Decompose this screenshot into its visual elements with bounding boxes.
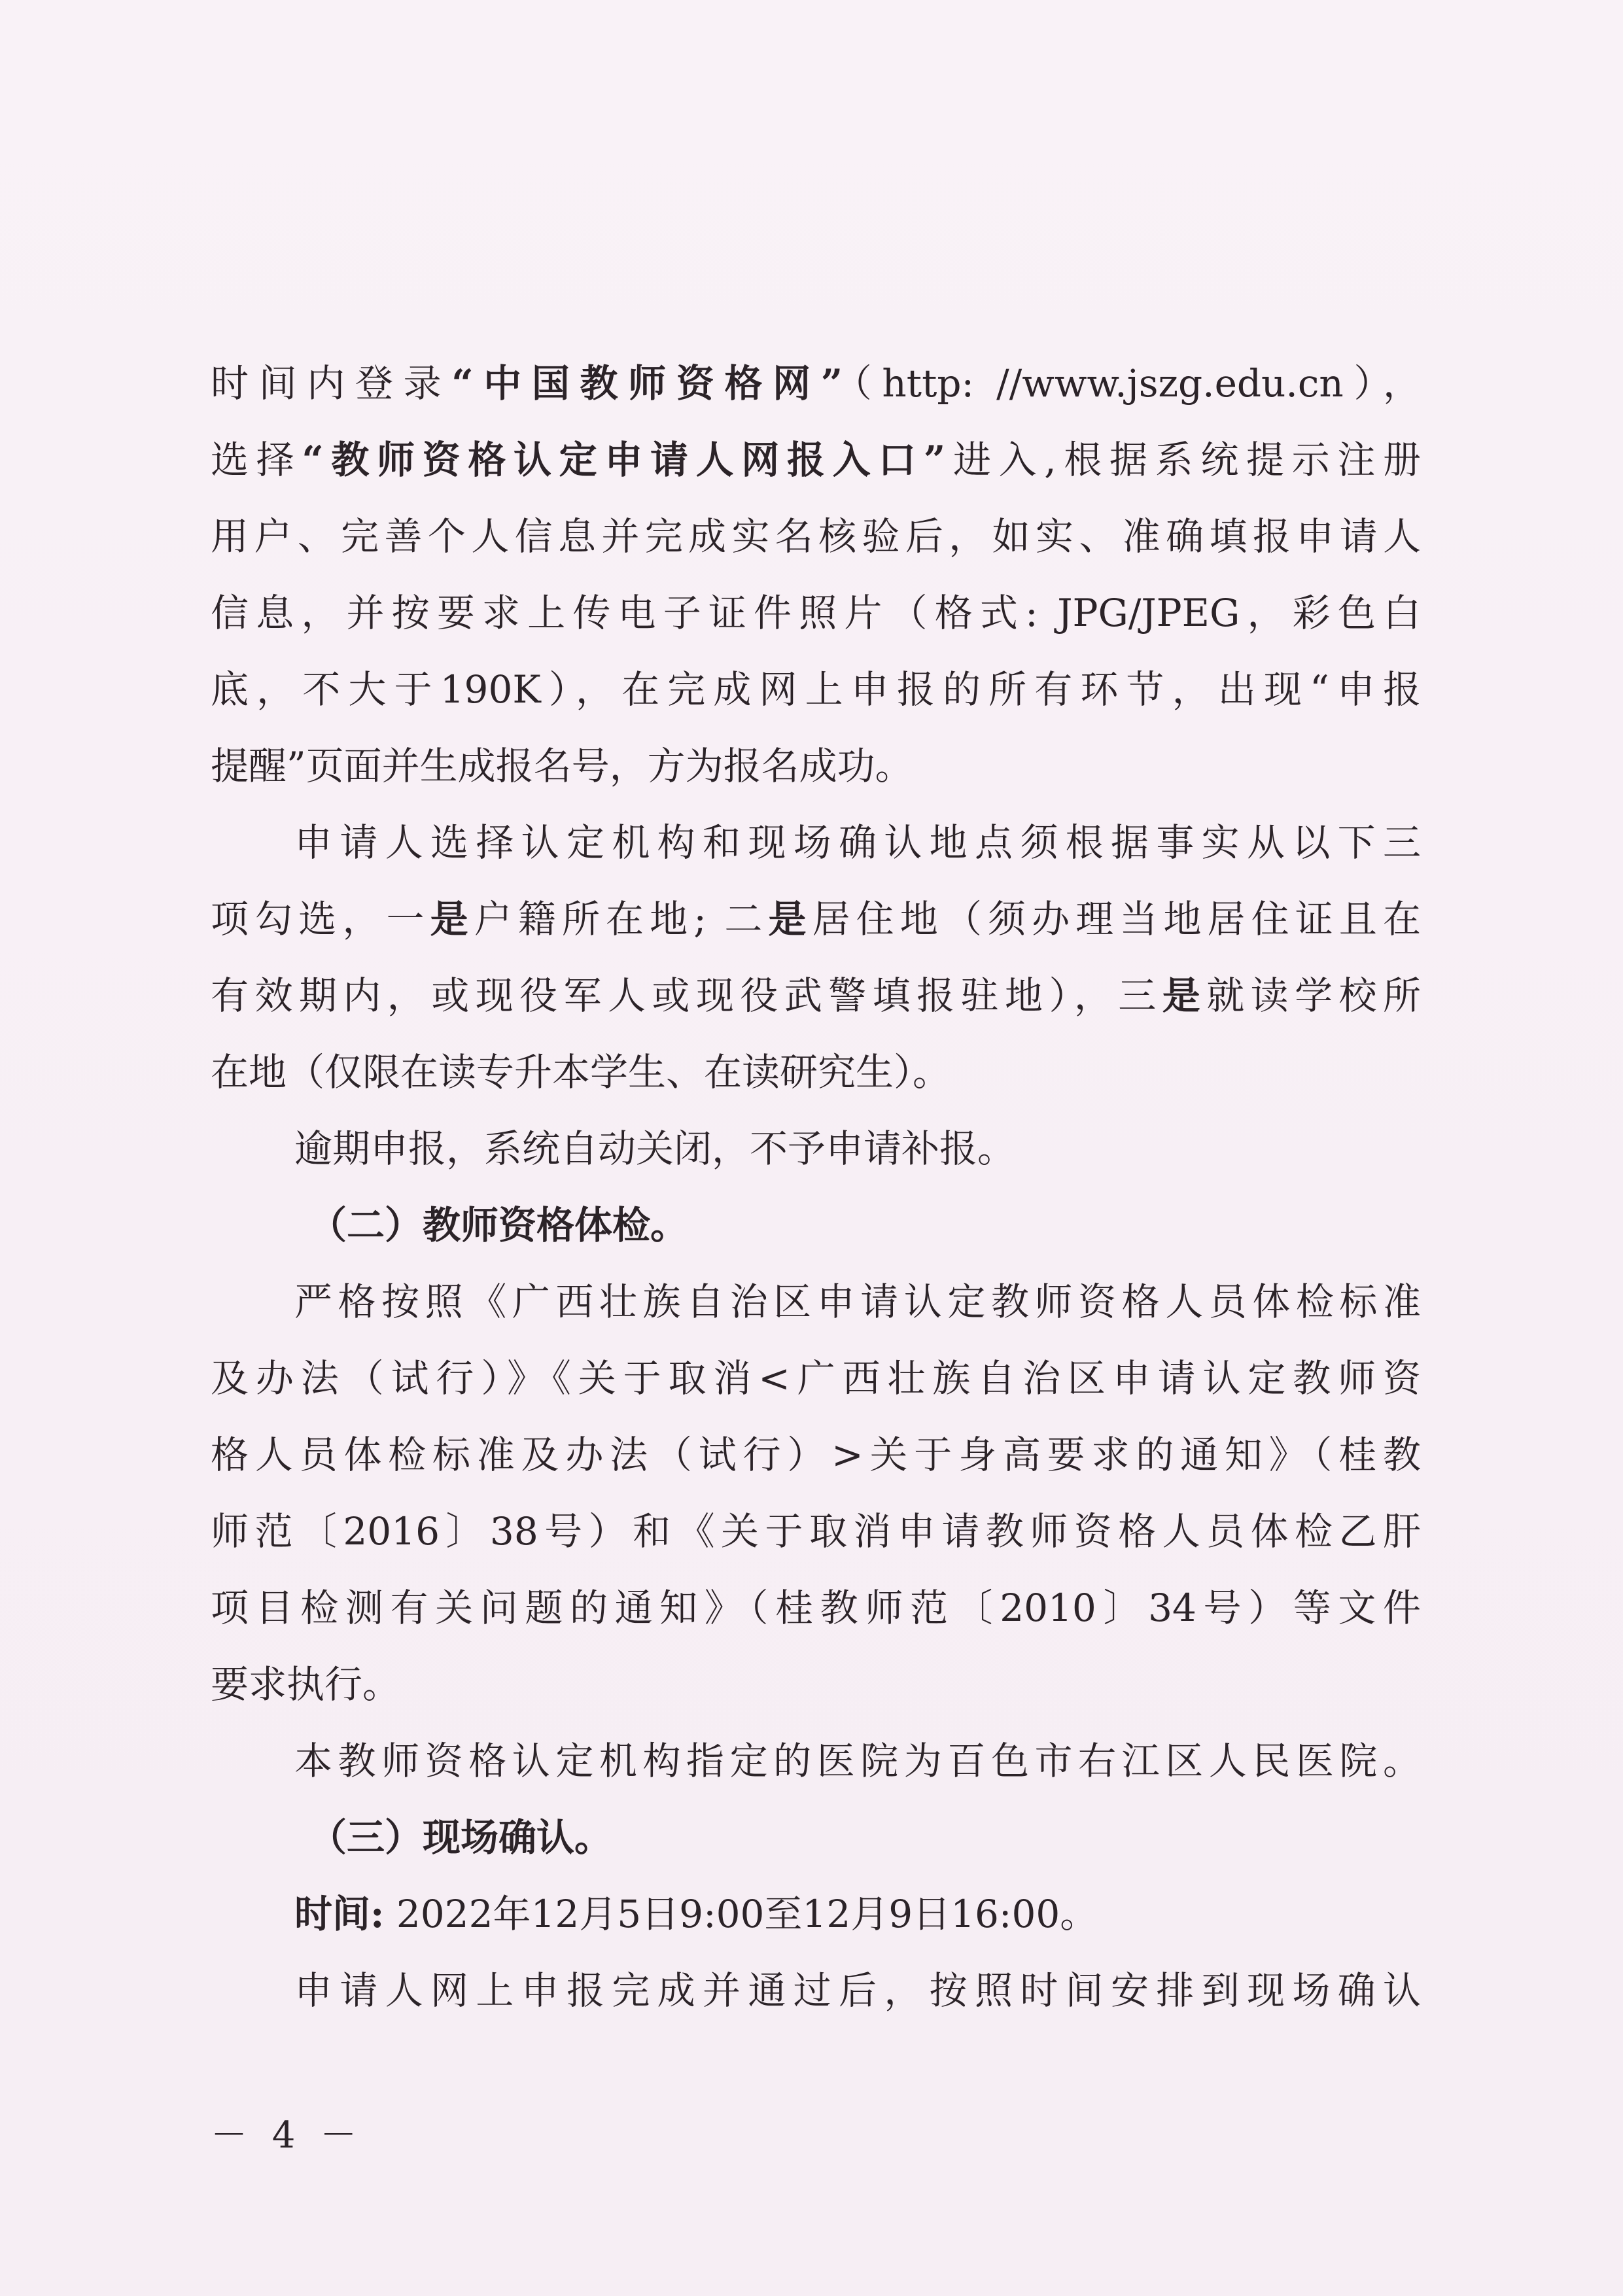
p1-line-5: 底，不大于190K），在完成网上申报的所有环节，出现“申报 — [211, 667, 1421, 712]
text-segment: 时间内登录 — [211, 361, 452, 406]
p2-line-3 — [211, 958, 1421, 1034]
time-line — [211, 1876, 1421, 1953]
body-text — [211, 345, 1421, 2029]
text-segment: 项勾选，一 — [211, 897, 430, 941]
p1-line-2 — [211, 422, 1421, 498]
time-label: 时间: — [294, 1892, 385, 1936]
p1-line-3: 用户、完善个人信息并完成实名核验后，如实、准确填报申请人 — [211, 514, 1421, 559]
p2-line-2 — [211, 881, 1421, 958]
site-url: （http: //www.jszg.edu.cn）， — [843, 361, 1421, 406]
p3-line-1: 逾期申报，系统自动关闭，不予申请补报。 — [294, 1126, 1016, 1171]
p4-line-1: 严格按照《广西壮族自治区申请认定教师资格人员体检标准 — [294, 1279, 1421, 1324]
p2-line-4: 在地（仅限在读专升本学生、在读研究生）。 — [211, 1050, 951, 1094]
text-segment: 居住地（须办理当地居住证且在 — [812, 897, 1421, 941]
section-heading-2: （二）教师资格体检。 — [309, 1203, 689, 1247]
text-segment: 选择 — [211, 438, 302, 482]
text-segment: 就读学校所 — [1206, 973, 1421, 1018]
site-name-bold: “中国教师资格网” — [451, 361, 843, 406]
p1-line-6: 提醒”页面并生成报名号，方为报名成功。 — [211, 744, 913, 788]
p4-line-2: 及办法（试行）》《关于取消<广西壮族自治区申请认定教师资 — [211, 1356, 1421, 1400]
bold-shi: 是 — [430, 897, 474, 941]
section-heading-3: （三）现场确认。 — [309, 1815, 613, 1860]
text-segment: 进入,根据系统提示注册 — [945, 438, 1421, 482]
entry-name-bold: “教师资格认定申请人网报入口” — [302, 438, 946, 482]
text-segment: 有效期内，或现役军人或现役武警填报驻地），三 — [211, 973, 1162, 1018]
p5-line-1: 本教师资格认定机构指定的医院为百色市右江区人民医院。 — [294, 1739, 1421, 1783]
text-segment: 户籍所在地; 二 — [474, 897, 769, 941]
p4-line-4: 师范〔2016〕38号）和《关于取消申请教师资格人员体检乙肝 — [211, 1509, 1421, 1554]
p4-line-6: 要求执行。 — [211, 1662, 401, 1707]
p4-line-5: 项目检测有关问题的通知》（桂教师范〔2010〕34号）等文件 — [211, 1586, 1421, 1630]
p6-line-1: 申请人网上申报完成并通过后，按照时间安排到现场确认 — [294, 1968, 1421, 2013]
page-number: － 4 － — [211, 2114, 364, 2157]
bold-shi: 是 — [768, 897, 812, 941]
time-value: 2022年12月5日9:00至12月9日16:00。 — [396, 1892, 1098, 1936]
p2-line-1: 申请人选择认定机构和现场确认地点须根据事实从以下三 — [294, 820, 1421, 865]
p1-line-4: 信息，并按要求上传电子证件照片（格式: JPG/JPEG，彩色白 — [211, 591, 1421, 635]
p1-line-1 — [211, 345, 1421, 422]
p4-line-3: 格人员体检标准及办法（试行）>关于身高要求的通知》（桂教 — [211, 1433, 1421, 1477]
bold-shi: 是 — [1162, 973, 1207, 1018]
